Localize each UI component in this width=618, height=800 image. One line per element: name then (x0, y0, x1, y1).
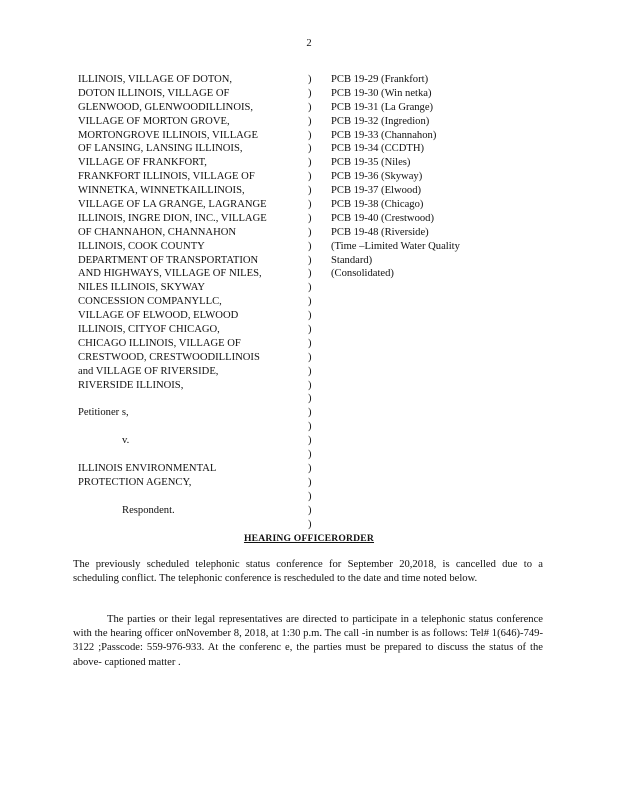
case-number-line: PCB 19-38 (Chicago) (331, 199, 424, 211)
petitioner-line: MORTONGROVE ILLINOIS, VILLAGE (78, 129, 258, 141)
petitioner-line: VILLAGE OF FRANKFORT, (78, 157, 207, 169)
case-number-line: (Consolidated) (331, 268, 394, 280)
spacer (78, 448, 300, 462)
caption-paren: ) (308, 87, 312, 99)
petitioner-line: GLENWOOD, GLENWOODILLINOIS, (78, 101, 254, 113)
case-number-line: (Time –Limited Water Quality (331, 240, 460, 252)
case-number-line: PCB 19-48 (Riverside) (331, 226, 429, 238)
caption-paren: ) (308, 310, 312, 322)
caption-paren: ) (308, 296, 312, 308)
petitioner-line: FRANKFORT ILLINOIS, VILLAGE OF (78, 171, 255, 183)
petitioner-line: VILLAGE OF ELWOOD, ELWOOD (78, 310, 239, 322)
paragraph-cancellation: The previously scheduled telephonic status conference for September 20,2018, is cancelled due to a scheduling conflict. The telephonic conference is rescheduled to the date and time noted below. (73, 559, 543, 585)
caption-paren: ) (308, 74, 312, 85)
petitioner-line: OF LANSING, LANSING ILLINOIS, (78, 143, 243, 155)
spacer (78, 490, 300, 504)
petitioners-label: Petitioner s, (78, 407, 129, 419)
case-number-line: PCB 19-34 (CCDTH) (331, 143, 424, 155)
petitioner-line: WINNETKA, WINNETKAILLINOIS, (78, 185, 245, 197)
respondent-name-line-1: ILLINOIS ENVIRONMENTAL (78, 462, 217, 474)
petitioner-line: VILLAGE OF MORTON GROVE, (78, 115, 230, 127)
caption-paren: ) (308, 435, 312, 447)
order-title: HEARING OFFICERORDER (243, 533, 375, 544)
caption-paren: ) (308, 185, 312, 197)
petitioner-line: RIVERSIDE ILLINOIS, (78, 379, 184, 391)
petitioner-line: ILLINOIS, VILLAGE OF DOTON, (78, 74, 233, 85)
petitioner-line: ILLINOIS, COOK COUNTY (78, 240, 205, 252)
case-numbers (331, 73, 511, 281)
petitioners-list (78, 73, 300, 392)
caption-paren: ) (308, 282, 312, 294)
versus-label: v. (122, 435, 130, 447)
petitioner-line: NILES ILLINOIS, SKYWAY (78, 282, 206, 294)
caption-paren: ) (308, 393, 312, 405)
caption-paren: ) (308, 518, 312, 530)
case-number-line: PCB 19-31 (La Grange) (331, 101, 434, 113)
caption-paren: ) (308, 143, 312, 155)
case-number-line: PCB 19-37 (Elwood) (331, 185, 422, 197)
caption-parties (78, 73, 300, 518)
caption-paren: ) (308, 476, 312, 488)
caption-paren: ) (308, 157, 312, 169)
petitioner-line: VILLAGE OF LA GRANGE, LAGRANGE (78, 199, 267, 211)
spacer (78, 420, 300, 434)
case-number-line: PCB 19-33 (Channahon) (331, 129, 437, 141)
case-number-line: PCB 19-29 (Frankfort) (331, 74, 429, 85)
caption-paren: ) (308, 365, 312, 377)
petitioner-line: DEPARTMENT OF TRANSPORTATION (78, 254, 259, 266)
caption-paren: ) (308, 490, 312, 502)
petitioner-line: AND HIGHWAYS, VILLAGE OF NILES, (78, 268, 262, 280)
caption-divider-parens (308, 73, 318, 531)
petitioner-line: ILLINOIS, INGRE DION, INC., VILLAGE (78, 212, 267, 224)
caption-paren: ) (308, 324, 312, 336)
spacer (78, 392, 300, 406)
caption-paren: ) (308, 268, 312, 280)
case-number-line: PCB 19-32 (Ingredion) (331, 115, 430, 127)
caption-paren: ) (308, 101, 312, 113)
caption-paren: ) (308, 421, 312, 433)
respondent-name-line-2: PROTECTION AGENCY, (78, 476, 192, 488)
case-number-line: PCB 19-35 (Niles) (331, 157, 411, 169)
caption-paren: ) (308, 337, 312, 349)
caption-paren: ) (308, 351, 312, 363)
caption-paren: ) (308, 171, 312, 183)
caption-paren: ) (308, 226, 312, 238)
petitioner-line: CONCESSION COMPANYLLC, (78, 296, 222, 308)
case-number-line: PCB 19-30 (Win netka) (331, 87, 432, 99)
petitioner-line: CHICAGO ILLINOIS, VILLAGE OF (78, 337, 241, 349)
caption-paren: ) (308, 407, 312, 419)
caption-paren: ) (308, 212, 312, 224)
page-number: 2 (306, 38, 312, 49)
caption-paren: ) (308, 379, 312, 391)
petitioner-line: CRESTWOOD, CRESTWOODILLINOIS (78, 351, 260, 363)
caption-paren: ) (308, 462, 312, 474)
petitioner-line: ILLINOIS, CITYOF CHICAGO, (78, 324, 220, 336)
caption-paren: ) (308, 449, 312, 461)
caption-paren: ) (308, 129, 312, 141)
caption-paren: ) (308, 254, 312, 266)
respondent-label: Respondent. (122, 504, 175, 516)
caption-paren: ) (308, 504, 312, 516)
petitioner-line: DOTON ILLINOIS, VILLAGE OF (78, 87, 230, 99)
caption-paren: ) (308, 199, 312, 211)
caption-paren: ) (308, 115, 312, 127)
petitioner-line: and VILLAGE OF RIVERSIDE, (78, 365, 219, 377)
case-number-line: PCB 19-40 (Crestwood) (331, 212, 434, 224)
caption-paren: ) (308, 240, 312, 252)
petitioner-line: OF CHANNAHON, CHANNAHON (78, 226, 237, 238)
case-number-line: PCB 19-36 (Skyway) (331, 171, 423, 183)
case-number-line: Standard) (331, 254, 373, 266)
paragraph-directions: The parties or their legal representatives are directed to participate in a telephonic status conference with the hearing officer onNovember 8, 2018, at 1:30 p.m. The call -in number is as follows: Tel# 1(646)-749-3122 ;Passcode: 559-976-933. At the conferenc e, the parties must be prepared to discuss the status of the above- captioned matter . (73, 614, 543, 668)
